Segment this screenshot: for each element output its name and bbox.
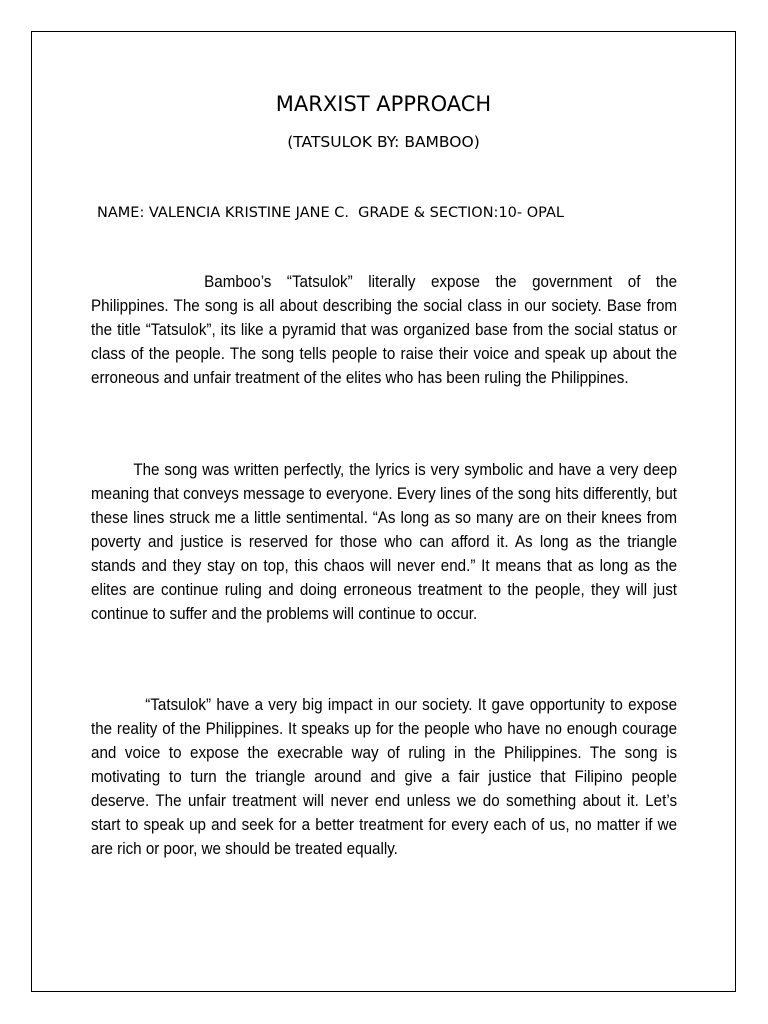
paragraph-2: The song was written perfectly, the lyrics is very symbolic and have a very deep meaning that conveys message to everyone. Every lines of the song hits differently, but these lines struck me a little sentimental. “As long as so many are on their knees from poverty and justice is reserved for those who can afford it. As long as the triangle stands and they stay on top, this chaos will never end.” It means that as long as the elites are continue ruling and doing erroneous treatment to the people, they will just continue to suffer and the problems will continue to occur.	[91, 461, 678, 623]
student-name-line: NAME: VALENCIA KRISTINE JANE C. GRADE & SECTION:10- OPAL	[97, 205, 564, 221]
document-page	[31, 31, 736, 992]
paragraph-3: “Tatsulok” have a very big impact in our society. It gave opportunity to expose the reality of the Philippines. It speaks up for the people who have no enough courage and voice to expose the execrable way of ruling in the Philippines. The song is motivating to turn the triangle around and give a fair justice that Filipino people deserve. The unfair treatment will never end unless we do something about it. Let’s start to speak up and seek for a better treatment for every each of us, no matter if we are rich or poor, we should be treated equally.	[91, 696, 678, 858]
document-subtitle: (TATSULOK BY: BAMBOO)	[287, 133, 480, 151]
document-title: MARXIST APPROACH	[275, 92, 492, 116]
paragraph-1: Bamboo’s “Tatsulok” literally expose the government of the Philippines. The song is all about describing the social class in our society. Base from the title “Tatsulok”, its like a pyramid that was organized base from the social status or class of the people. The song tells people to raise their voice and speak up about the erroneous and unfair treatment of the elites who has been ruling the Philippines.	[91, 273, 678, 387]
